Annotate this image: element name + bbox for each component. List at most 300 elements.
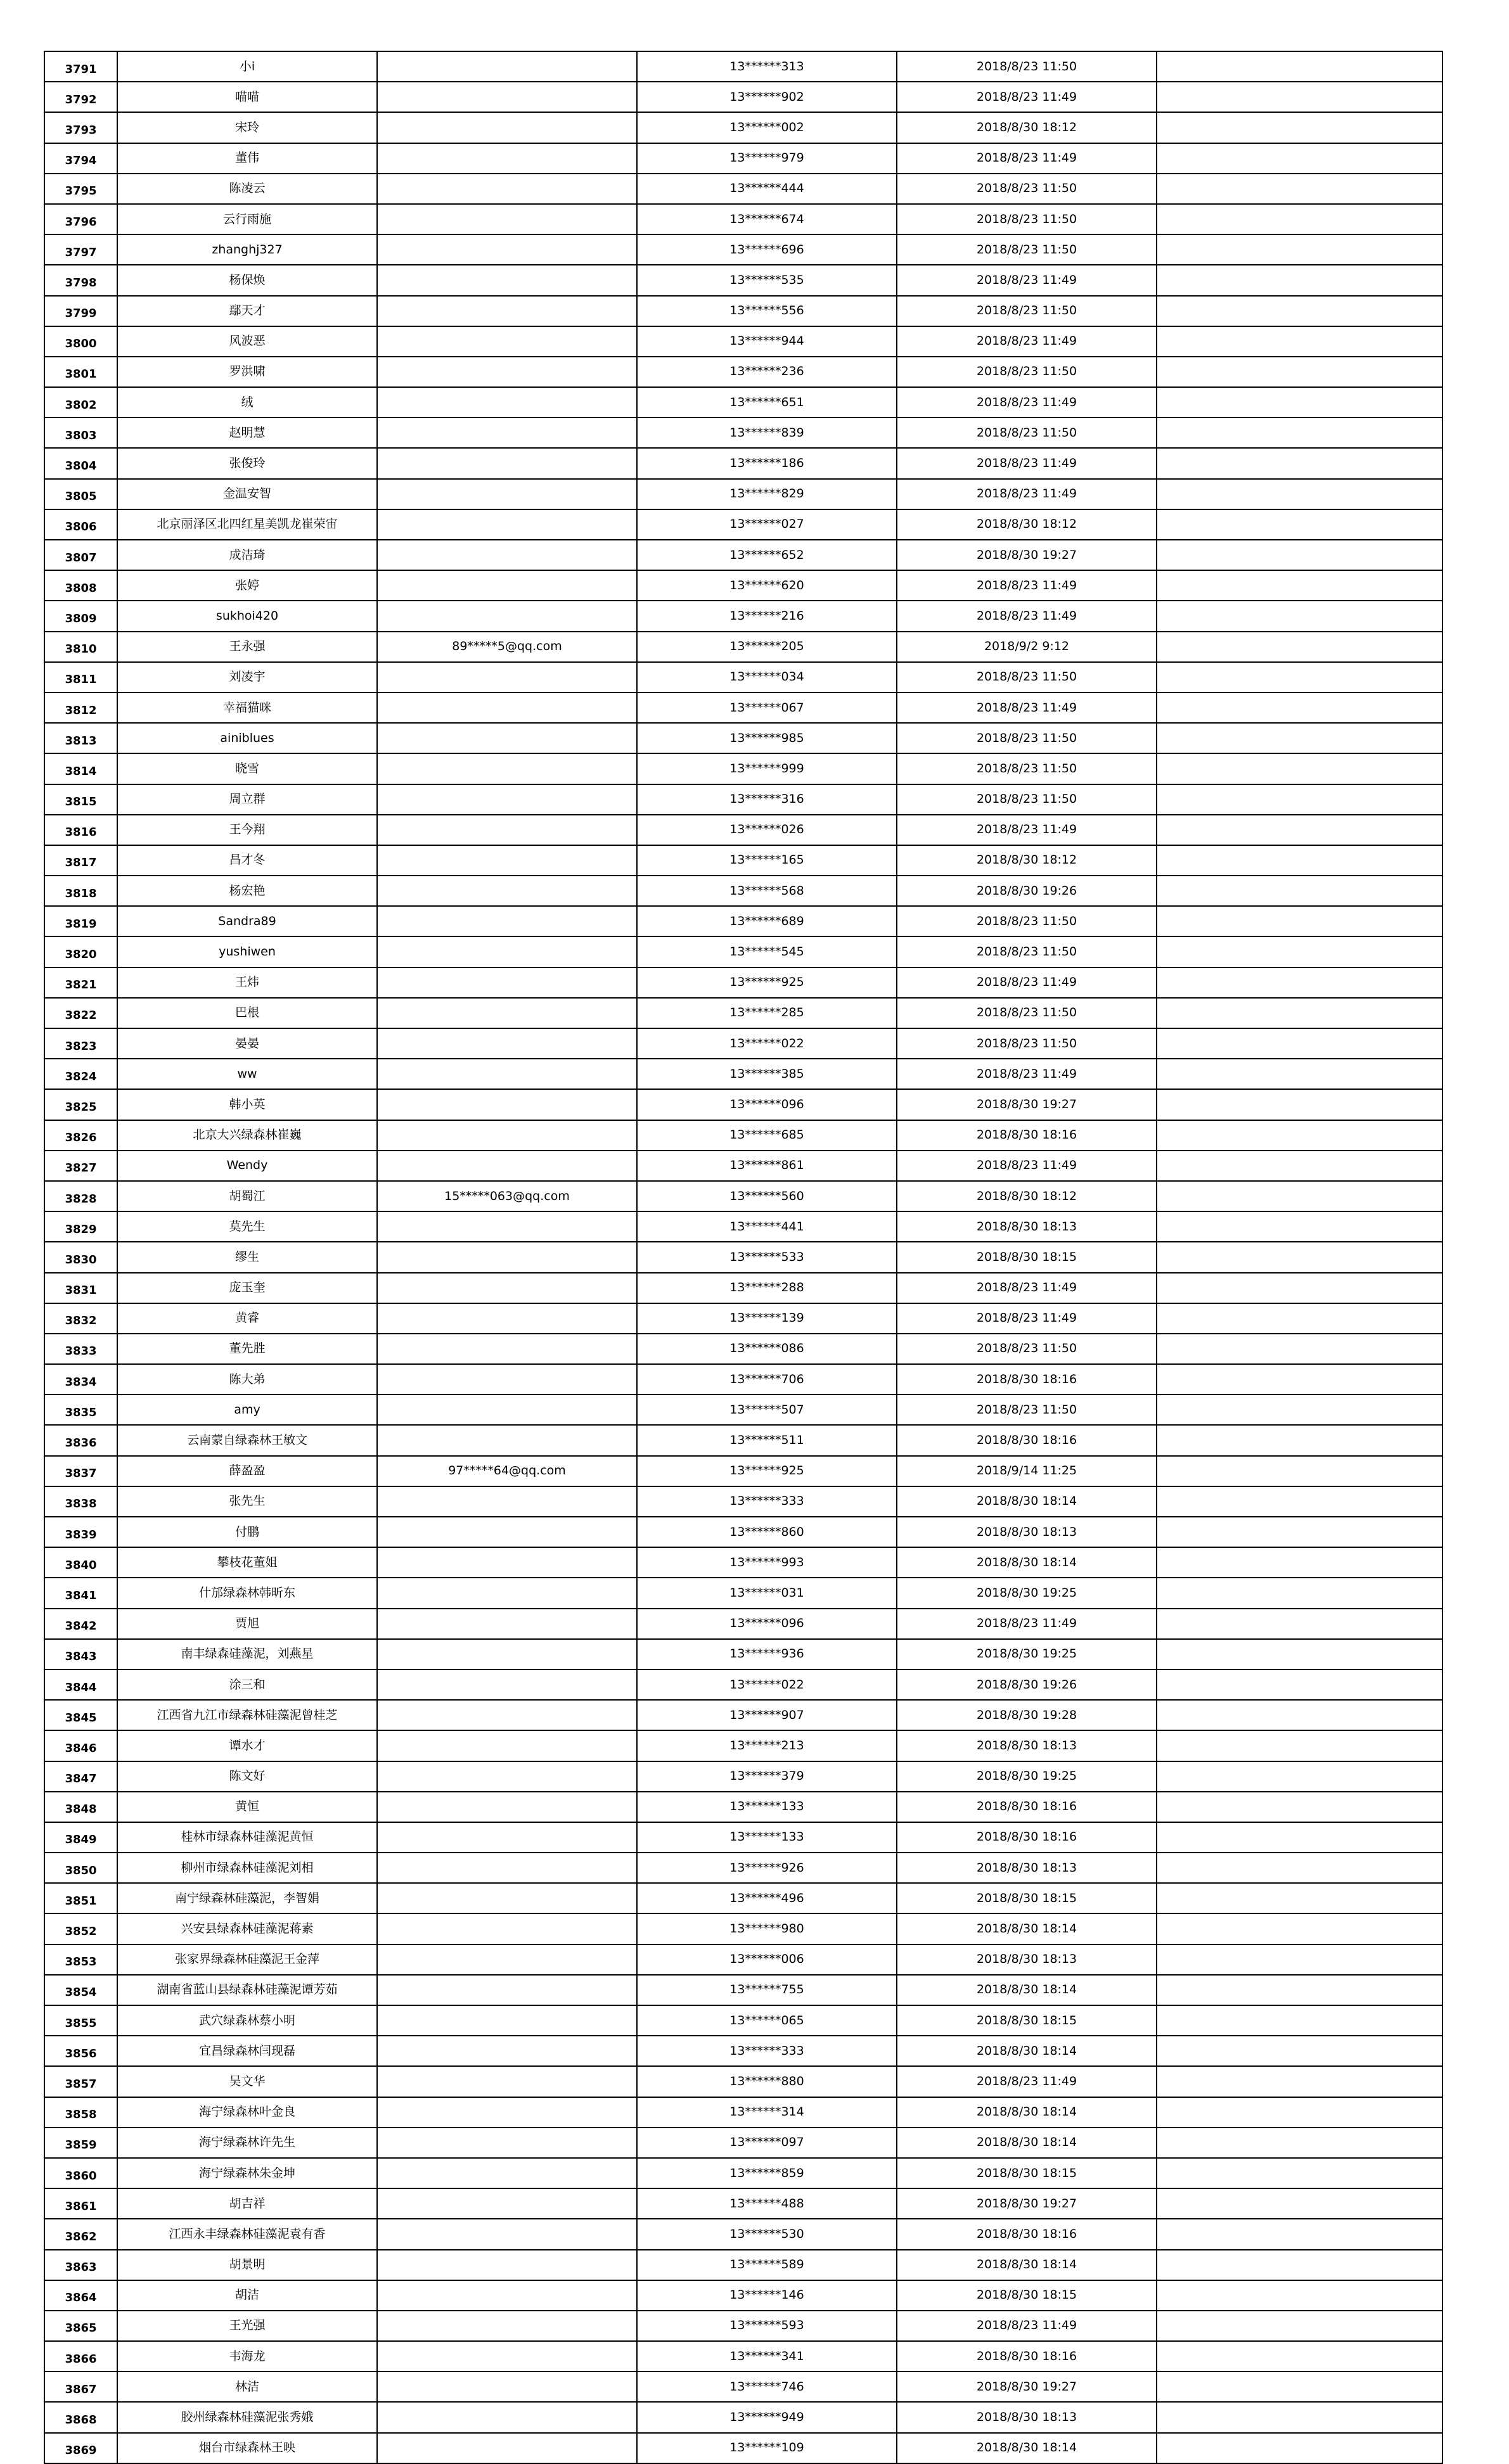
datetime-cell: 2018/8/23 11:49 [897,143,1157,174]
datetime-cell: 2018/8/23 11:49 [897,570,1157,601]
row-number: 3868 [44,2402,117,2432]
phone-cell: 13******589 [637,2250,897,2280]
empty-cell [1157,174,1442,204]
email-cell [377,143,637,174]
datetime-cell: 2018/8/23 11:49 [897,967,1157,998]
datetime-cell: 2018/8/30 18:14 [897,1547,1157,1578]
datetime-cell: 2018/8/23 11:49 [897,1609,1157,1639]
empty-cell [1157,265,1442,295]
table-row [44,1639,1442,1669]
email-cell [377,1792,637,1822]
row-number: 3822 [44,998,117,1028]
datetime-cell: 2018/8/30 18:13 [897,2402,1157,2432]
row-number: 3864 [44,2280,117,2311]
phone-cell: 13******674 [637,204,897,234]
email-cell [377,2036,637,2066]
row-number: 3792 [44,82,117,112]
row-number: 3850 [44,1853,117,1883]
name-cell: 喵喵 [117,82,377,112]
name-cell: 晓雪 [117,753,377,784]
row-number: 3810 [44,632,117,662]
email-cell [377,509,637,540]
empty-cell [1157,1181,1442,1211]
datetime-cell: 2018/8/30 18:15 [897,2280,1157,2311]
row-number: 3855 [44,2005,117,2036]
phone-cell: 13******002 [637,112,897,143]
email-cell [377,1303,637,1334]
table-row [44,1273,1442,1303]
phone-cell: 13******829 [637,479,897,509]
row-number: 3861 [44,2188,117,2219]
name-cell: 陈文好 [117,1761,377,1792]
row-number: 3818 [44,876,117,906]
empty-cell [1157,2433,1442,2463]
datetime-cell: 2018/8/23 11:49 [897,601,1157,631]
phone-cell: 13******031 [637,1578,897,1608]
name-cell: 鄢天才 [117,296,377,326]
name-cell: 杨保焕 [117,265,377,295]
email-cell [377,2097,637,2128]
table-row [44,2158,1442,2188]
name-cell: 张先生 [117,1486,377,1517]
empty-cell [1157,2311,1442,2341]
table-row [44,2066,1442,2097]
phone-cell: 13******560 [637,1181,897,1211]
row-number: 3808 [44,570,117,601]
row-number: 3798 [44,265,117,295]
table-row [44,2280,1442,2311]
row-number: 3856 [44,2036,117,2066]
table-row [44,2341,1442,2371]
phone-cell: 13******213 [637,1730,897,1761]
table-row [44,204,1442,234]
email-cell [377,1639,637,1669]
name-cell: 谭水才 [117,1730,377,1761]
email-cell [377,1761,637,1792]
phone-cell: 13******441 [637,1211,897,1242]
phone-cell: 13******034 [637,662,897,693]
name-cell: ww [117,1059,377,1089]
email-cell [377,1059,637,1089]
phone-cell: 13******936 [637,1639,897,1669]
empty-cell [1157,2005,1442,2036]
empty-cell [1157,1822,1442,1853]
empty-cell [1157,2280,1442,2311]
name-cell: 成洁琦 [117,540,377,570]
row-number: 3809 [44,601,117,631]
name-cell: 薛盈盈 [117,1456,377,1486]
name-cell: 巴根 [117,998,377,1028]
name-cell: 林洁 [117,2371,377,2402]
email-cell [377,2158,637,2188]
datetime-cell: 2018/8/23 11:49 [897,479,1157,509]
name-cell: 缪生 [117,1242,377,1272]
datetime-cell: 2018/8/23 11:49 [897,387,1157,418]
name-cell: 胶州绿森林硅藻泥张秀娥 [117,2402,377,2432]
phone-cell: 13******314 [637,2097,897,2128]
phone-cell: 13******535 [637,265,897,295]
empty-cell [1157,2250,1442,2280]
empty-cell [1157,2188,1442,2219]
name-cell: 胡吉祥 [117,2188,377,2219]
row-number: 3829 [44,1211,117,1242]
datetime-cell: 2018/8/30 18:13 [897,1211,1157,1242]
table-row [44,1028,1442,1059]
row-number: 3849 [44,1822,117,1853]
empty-cell [1157,1456,1442,1486]
datetime-cell: 2018/8/30 19:27 [897,2371,1157,2402]
table-row [44,82,1442,112]
phone-cell: 13******133 [637,1792,897,1822]
name-cell: 小i [117,51,377,82]
table-row [44,1700,1442,1730]
name-cell: 王今翔 [117,815,377,845]
email-cell [377,1151,637,1181]
empty-cell [1157,479,1442,509]
empty-cell [1157,2219,1442,2249]
table-row [44,143,1442,174]
row-number: 3852 [44,1913,117,1944]
name-cell: 海宁绿森林许先生 [117,2128,377,2158]
name-cell: Wendy [117,1151,377,1181]
phone-cell: 13******086 [637,1334,897,1364]
phone-cell: 13******907 [637,1700,897,1730]
row-number: 3816 [44,815,117,845]
name-cell: 柳州市绿森林硅藻泥刘相 [117,1853,377,1883]
row-number: 3806 [44,509,117,540]
name-cell: 云行雨施 [117,204,377,234]
row-number: 3794 [44,143,117,174]
email-cell [377,357,637,387]
name-cell: 莫先生 [117,1211,377,1242]
phone-cell: 13******285 [637,998,897,1028]
row-number: 3843 [44,1639,117,1669]
email-cell [377,1975,637,2005]
empty-cell [1157,2371,1442,2402]
empty-cell [1157,2036,1442,2066]
name-cell: 晏晏 [117,1028,377,1059]
datetime-cell: 2018/8/30 18:13 [897,1853,1157,1883]
datetime-cell: 2018/8/30 19:26 [897,876,1157,906]
row-number: 3797 [44,234,117,265]
datetime-cell: 2018/8/23 11:50 [897,753,1157,784]
name-cell: 南宁绿森林硅藻泥，李智娟 [117,1883,377,1913]
table-row [44,906,1442,936]
email-cell [377,784,637,815]
name-cell: 湖南省蓝山县绿森林硅藻泥谭芳茹 [117,1975,377,2005]
name-cell: 金温安智 [117,479,377,509]
table-row [44,1730,1442,1761]
empty-cell [1157,967,1442,998]
email-cell [377,1669,637,1700]
empty-cell [1157,509,1442,540]
row-number: 3824 [44,1059,117,1089]
row-number: 3840 [44,1547,117,1578]
table-row [44,1151,1442,1181]
phone-cell: 13******925 [637,1456,897,1486]
datetime-cell: 2018/8/30 18:16 [897,1364,1157,1395]
row-number: 3814 [44,753,117,784]
email-cell [377,1364,637,1395]
phone-cell: 13******944 [637,326,897,357]
table-row [44,2005,1442,2036]
datetime-cell: 2018/8/30 18:14 [897,2250,1157,2280]
datetime-cell: 2018/8/30 18:14 [897,2433,1157,2463]
row-number: 3830 [44,1242,117,1272]
phone-cell: 13******620 [637,570,897,601]
phone-cell: 13******205 [637,632,897,662]
email-cell [377,906,637,936]
empty-cell [1157,112,1442,143]
phone-cell: 13******022 [637,1669,897,1700]
row-number: 3812 [44,693,117,723]
datetime-cell: 2018/9/2 9:12 [897,632,1157,662]
name-cell: 绒 [117,387,377,418]
phone-cell: 13******488 [637,2188,897,2219]
table-row [44,2402,1442,2432]
row-number: 3837 [44,1456,117,1486]
phone-cell: 13******507 [637,1395,897,1425]
name-cell: 董伟 [117,143,377,174]
email-cell [377,479,637,509]
empty-cell [1157,1425,1442,1455]
phone-cell: 13******839 [637,418,897,448]
empty-cell [1157,1853,1442,1883]
empty-cell [1157,1547,1442,1578]
phone-cell: 13******533 [637,1242,897,1272]
name-cell: amy [117,1395,377,1425]
row-number: 3826 [44,1120,117,1151]
phone-cell: 13******026 [637,815,897,845]
row-number: 3805 [44,479,117,509]
datetime-cell: 2018/8/23 11:49 [897,265,1157,295]
name-cell: 胡蜀江 [117,1181,377,1211]
email-cell [377,82,637,112]
datetime-cell: 2018/8/23 11:50 [897,906,1157,936]
empty-cell [1157,1028,1442,1059]
email-cell [377,2311,637,2341]
datetime-cell: 2018/8/30 18:14 [897,1486,1157,1517]
empty-cell [1157,2402,1442,2432]
table-row [44,1364,1442,1395]
name-cell: 庞玉奎 [117,1273,377,1303]
table-row [44,1944,1442,1975]
row-number: 3854 [44,1975,117,2005]
row-number: 3867 [44,2371,117,2402]
empty-cell [1157,1883,1442,1913]
table-row [44,174,1442,204]
name-cell: 北京大兴绿森林崔巍 [117,1120,377,1151]
phone-cell: 13******860 [637,1517,897,1547]
datetime-cell: 2018/8/30 19:27 [897,2188,1157,2219]
empty-cell [1157,1334,1442,1364]
phone-cell: 13******859 [637,2158,897,2188]
empty-cell [1157,1395,1442,1425]
datetime-cell: 2018/8/30 18:14 [897,2128,1157,2158]
table-row [44,693,1442,723]
empty-cell [1157,326,1442,357]
empty-cell [1157,784,1442,815]
row-number: 3860 [44,2158,117,2188]
name-cell: 王炜 [117,967,377,998]
empty-cell [1157,448,1442,478]
empty-cell [1157,1303,1442,1334]
datetime-cell: 2018/8/23 11:50 [897,723,1157,753]
email-cell [377,693,637,723]
datetime-cell: 2018/8/30 18:13 [897,1517,1157,1547]
email-cell: 97*****64@qq.com [377,1456,637,1486]
name-cell: 什邡绿森林韩昕东 [117,1578,377,1608]
email-cell: 89*****5@qq.com [377,632,637,662]
name-cell: 海宁绿森林朱金坤 [117,2158,377,2188]
table-row [44,998,1442,1028]
row-number: 3819 [44,906,117,936]
datetime-cell: 2018/8/23 11:50 [897,1334,1157,1364]
email-cell [377,174,637,204]
email-cell [377,1089,637,1120]
empty-cell [1157,1089,1442,1120]
datetime-cell: 2018/8/23 11:49 [897,326,1157,357]
empty-cell [1157,601,1442,631]
email-cell [377,1486,637,1517]
phone-cell: 13******146 [637,2280,897,2311]
name-cell: sukhoi420 [117,601,377,631]
datetime-cell: 2018/8/30 19:27 [897,1089,1157,1120]
datetime-cell: 2018/8/30 18:15 [897,1242,1157,1272]
phone-cell: 13******979 [637,143,897,174]
row-number: 3858 [44,2097,117,2128]
name-cell: Sandra89 [117,906,377,936]
email-cell [377,1609,637,1639]
phone-cell: 13******316 [637,784,897,815]
table-row [44,1822,1442,1853]
row-number: 3842 [44,1609,117,1639]
phone-cell: 13******511 [637,1425,897,1455]
table-row [44,1211,1442,1242]
empty-cell [1157,418,1442,448]
table-row [44,1609,1442,1639]
records-table [44,51,1443,2464]
table-row [44,1425,1442,1455]
name-cell: 宜昌绿森林闫现磊 [117,2036,377,2066]
row-number: 3844 [44,1669,117,1700]
row-number: 3823 [44,1028,117,1059]
empty-cell [1157,1913,1442,1944]
datetime-cell: 2018/8/30 18:13 [897,1944,1157,1975]
table-row [44,1456,1442,1486]
table-row [44,1303,1442,1334]
phone-cell: 13******993 [637,1547,897,1578]
email-cell [377,570,637,601]
phone-cell: 13******216 [637,601,897,631]
table-row [44,540,1442,570]
phone-cell: 13******333 [637,1486,897,1517]
datetime-cell: 2018/8/30 19:25 [897,1639,1157,1669]
phone-cell: 13******880 [637,2066,897,2097]
name-cell: 云南蒙自绿森林王敏文 [117,1425,377,1455]
row-number: 3820 [44,936,117,967]
empty-cell [1157,2066,1442,2097]
phone-cell: 13******236 [637,357,897,387]
datetime-cell: 2018/8/30 18:16 [897,2341,1157,2371]
row-number: 3803 [44,418,117,448]
table-row [44,2128,1442,2158]
name-cell: 杨宏艳 [117,876,377,906]
email-cell [377,1242,637,1272]
row-number: 3847 [44,1761,117,1792]
row-number: 3791 [44,51,117,82]
email-cell [377,1211,637,1242]
datetime-cell: 2018/8/30 18:12 [897,845,1157,876]
email-cell [377,1334,637,1364]
empty-cell [1157,1486,1442,1517]
email-cell [377,234,637,265]
email-cell [377,967,637,998]
name-cell: 昌才冬 [117,845,377,876]
email-cell [377,2219,637,2249]
name-cell: zhanghj327 [117,234,377,265]
row-number: 3793 [44,112,117,143]
table-row [44,326,1442,357]
row-number: 3848 [44,1792,117,1822]
phone-cell: 13******999 [637,753,897,784]
empty-cell [1157,1578,1442,1608]
datetime-cell: 2018/8/30 18:15 [897,2158,1157,2188]
datetime-cell: 2018/8/23 11:50 [897,174,1157,204]
phone-cell: 13******109 [637,2433,897,2463]
empty-cell [1157,1517,1442,1547]
name-cell: 陈凌云 [117,174,377,204]
name-cell: 韦海龙 [117,2341,377,2371]
datetime-cell: 2018/8/23 11:50 [897,296,1157,326]
table-row [44,815,1442,845]
datetime-cell: 2018/8/23 11:50 [897,936,1157,967]
empty-cell [1157,906,1442,936]
name-cell: 张婷 [117,570,377,601]
row-number: 3807 [44,540,117,570]
email-cell [377,601,637,631]
table-row [44,662,1442,693]
table-row [44,1242,1442,1272]
name-cell: ainiblues [117,723,377,753]
table-row [44,570,1442,601]
row-number: 3836 [44,1425,117,1455]
phone-cell: 13******496 [637,1883,897,1913]
datetime-cell: 2018/8/23 11:49 [897,448,1157,478]
email-cell [377,1578,637,1608]
row-number: 3859 [44,2128,117,2158]
table-row [44,632,1442,662]
phone-cell: 13******022 [637,1028,897,1059]
datetime-cell: 2018/8/30 18:16 [897,1425,1157,1455]
phone-cell: 13******556 [637,296,897,326]
email-cell [377,2341,637,2371]
table-row [44,2219,1442,2249]
row-number: 3827 [44,1151,117,1181]
empty-cell [1157,82,1442,112]
datetime-cell: 2018/8/23 11:50 [897,784,1157,815]
name-cell: 张俊玲 [117,448,377,478]
email-cell [377,1120,637,1151]
phone-cell: 13******696 [637,234,897,265]
table-row [44,1120,1442,1151]
email-cell [377,1700,637,1730]
phone-cell: 13******333 [637,2036,897,2066]
phone-cell: 13******313 [637,51,897,82]
email-cell [377,2188,637,2219]
phone-cell: 13******133 [637,1822,897,1853]
datetime-cell: 2018/8/23 11:49 [897,1303,1157,1334]
